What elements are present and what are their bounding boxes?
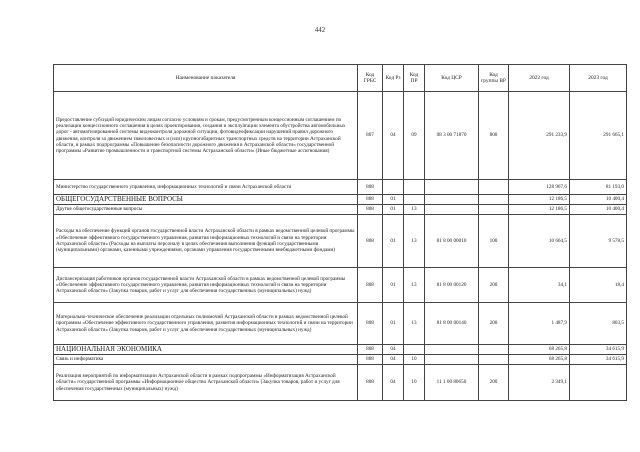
row-2023: 803,5 — [570, 303, 627, 345]
row-vr — [479, 205, 509, 215]
row-csr: 08 3 00 71870 — [425, 92, 479, 180]
header-2023: 2023 год — [570, 65, 627, 92]
row-csr — [425, 195, 479, 205]
row-2022: 128 967,6 — [509, 180, 570, 195]
row-2023: 34 615,9 — [570, 345, 627, 355]
header-grbs: Код ГРБС — [358, 65, 383, 92]
row-2022: 12 186,5 — [509, 195, 570, 205]
row-grbs: 808 — [358, 345, 383, 355]
row-grbs: 808 — [358, 355, 383, 365]
row-csr: 81 8 00 00140 — [425, 303, 479, 345]
row-2022: 1 487,9 — [509, 303, 570, 345]
row-pr: 13 — [404, 268, 425, 303]
table-row — [54, 355, 627, 365]
row-csr — [425, 205, 479, 215]
row-grbs: 808 — [358, 215, 383, 268]
header-csr: Код ЦСР — [425, 65, 479, 92]
table-row — [54, 268, 627, 303]
row-name: Реализация мероприятий по информатизации Астраханской области в рамках подпрограммы «Информатизация Астраханской области» государственной программы «Информационное общество Астраханской области» (Закупка товаров, работ и услуг для обеспечения государственных (муниципальных) нужд) — [54, 365, 358, 401]
row-pr: 13 — [404, 215, 425, 268]
row-vr: 200 — [479, 303, 509, 345]
row-grbs: 808 — [358, 180, 383, 195]
row-rz: 01 — [383, 303, 404, 345]
row-2022: 68 265,8 — [509, 355, 570, 365]
row-grbs: 808 — [358, 205, 383, 215]
table-row — [54, 180, 627, 195]
row-grbs: 808 — [358, 195, 383, 205]
row-vr — [479, 355, 509, 365]
row-2022: 291 233,9 — [509, 92, 570, 180]
row-name: Министерство государственного управления, информационных технологий и связи Астраханской области — [54, 180, 358, 195]
table-row — [54, 92, 627, 180]
row-name: Предоставление субсидий юридическим лицам согласно условиям и срокам, предусмотренным концессионным соглашением по реализации концессионного соглашения в целях проектирования, создания и эксплуатации элемента обустройства автомобильных дорог - автоматизированной системы видеоконтроля дорожной ситуации, фотовидеофиксации нарушений правил дорожного движения, контроля за движением тяжеловесных и (или) крупногабаритных транспортных средств на территории Астраханской области, в рамках подпрограммы «Повышение безопасности дорожного движения в Астраханской области» государственной программы «Развитие промышленности и транспортной системы Астраханской области» (Иные бюджетные ассигнования) — [54, 92, 358, 180]
row-vr — [479, 345, 509, 355]
row-2023: 18,4 — [570, 268, 627, 303]
header-vr: Код группы ВР — [479, 65, 509, 92]
row-csr — [425, 345, 479, 355]
row-rz: 01 — [383, 195, 404, 205]
row-pr — [404, 195, 425, 205]
row-2023: 291 665,1 — [570, 92, 627, 180]
row-grbs: 808 — [358, 268, 383, 303]
row-grbs: 808 — [358, 365, 383, 401]
header-2022: 2022 год — [509, 65, 570, 92]
row-pr — [404, 180, 425, 195]
row-name: Связь и информатика — [54, 355, 358, 365]
row-rz: 04 — [383, 365, 404, 401]
row-2022: 10 664,5 — [509, 215, 570, 268]
table-row — [54, 215, 627, 268]
row-csr: 81 8 00 00120 — [425, 268, 479, 303]
row-name: Другие общегосударственные вопросы — [54, 205, 358, 215]
row-vr — [479, 195, 509, 205]
row-name: ОБЩЕГОСУДАРСТВЕННЫЕ ВОПРОСЫ — [54, 195, 358, 205]
row-rz: 01 — [383, 268, 404, 303]
row-vr — [479, 180, 509, 195]
row-vr: 100 — [479, 215, 509, 268]
header-rz: Код Рз — [383, 65, 404, 92]
budget-table — [53, 64, 627, 401]
row-name: НАЦИОНАЛЬНАЯ ЭКОНОМИКА — [54, 345, 358, 355]
row-pr: 09 — [404, 92, 425, 180]
row-rz: 04 — [383, 345, 404, 355]
table-row — [54, 205, 627, 215]
row-csr — [425, 180, 479, 195]
row-2022: 2 349,1 — [509, 365, 570, 401]
row-2023: 10 400,4 — [570, 205, 627, 215]
table-header-row — [54, 65, 627, 92]
row-csr: 81 8 00 00010 — [425, 215, 479, 268]
table-row — [54, 195, 627, 205]
row-rz: 01 — [383, 205, 404, 215]
row-pr — [404, 345, 425, 355]
row-2022: 34,1 — [509, 268, 570, 303]
row-name: Материально-техническое обеспечение реализации отдельных полномочий Астраханской области в рамках ведомственной целевой программы «Обеспечение эффективного государственного управления, развития информационных технологий и связи на территории Астраханской области» (Закупка товаров, работ и услуг для обеспечения государственных (муниципальных) нужд) — [54, 303, 358, 345]
page-number: 442 — [314, 26, 326, 34]
table-row — [54, 365, 627, 401]
row-2023 — [570, 365, 627, 401]
row-rz: 04 — [383, 92, 404, 180]
header-name: Наименование показателя — [54, 65, 358, 92]
row-grbs: 808 — [358, 303, 383, 345]
table-row — [54, 345, 627, 355]
row-2022: 68 265,8 — [509, 345, 570, 355]
row-grbs: 807 — [358, 92, 383, 180]
row-pr: 13 — [404, 205, 425, 215]
row-2022: 12 186,5 — [509, 205, 570, 215]
row-pr: 10 — [404, 355, 425, 365]
header-pr: Код ПР — [404, 65, 425, 92]
row-csr: 11 1 00 80650 — [425, 365, 479, 401]
row-pr: 10 — [404, 365, 425, 401]
row-2023: 10 400,4 — [570, 195, 627, 205]
row-vr: 200 — [479, 365, 509, 401]
row-rz — [383, 180, 404, 195]
row-name: Расходы на обеспечение функций органов государственной власти Астраханской области в рамках ведомственной целевой программы «Обеспечение эффективного государственного управления, развития информационных технологий и связи на территории Астраханской области» (Расходы на выплаты персоналу в целях обеспечения выполнения функций государственными (муниципальными) органами, казенными учреждениями, органами управления государственными внебюджетными фондами) — [54, 215, 358, 268]
table-row — [54, 303, 627, 345]
row-2023: 9 578,5 — [570, 215, 627, 268]
row-rz: 04 — [383, 355, 404, 365]
row-rz: 01 — [383, 215, 404, 268]
row-csr — [425, 355, 479, 365]
row-2023: 34 615,9 — [570, 355, 627, 365]
row-pr: 13 — [404, 303, 425, 345]
row-vr: 200 — [479, 268, 509, 303]
row-2023: 81 193,0 — [570, 180, 627, 195]
row-name: Диспансеризация работников органов государственной власти Астраханской области в рамках ведомственной целевой программы «Обеспечение эффективного государственного управления, развития информационных технологий и связи на территории Астраханской области» (Закупка товаров, работ и услуг для обеспечения государственных (муниципальных) нужд) — [54, 268, 358, 303]
row-vr: 800 — [479, 92, 509, 180]
